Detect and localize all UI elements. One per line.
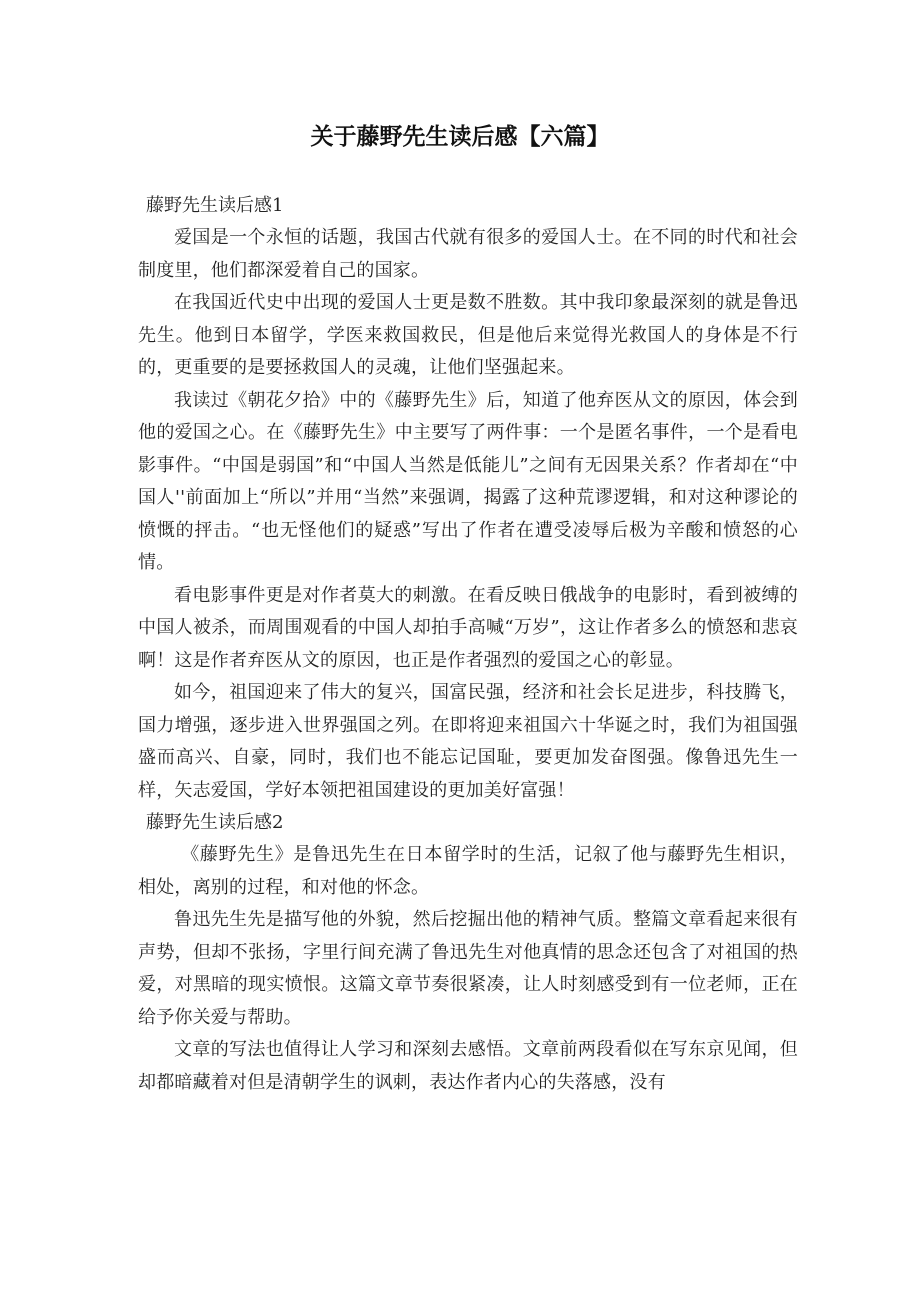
paragraph: 看电影事件更是对作者莫大的刺激。在看反映日俄战争的电影时，看到被缚的中国人被杀，而周围观看的中国人却拍手高喊“万岁”，这让作者多么的愤怒和悲哀啊！这是作者弃医从文的原因，也正是作者强烈的爱国之心的彰显。	[138, 584, 798, 671]
section-heading: 藤野先生读后感1	[146, 195, 284, 216]
document-title: 关于藤野先生读后感【六篇】	[310, 124, 610, 150]
paragraph: 鲁迅先生先是描写他的外貌，然后挖掘出他的精神气质。整篇文章看起来很有声势，但却不张扬，字里行间充满了鲁迅先生对他真情的思念还包含了对祖国的热爱，对黑暗的现实愤恨。这篇文章节奏很紧凑，让人时刻感受到有一位老师，正在给予你关爱与帮助。	[138, 909, 798, 1028]
paragraph: 文章的写法也值得让人学习和深刻去感悟。文章前两段看似在写东京见闻，但却都暗藏着对但是清朝学生的讽刺，表达作者内心的失落感，没有	[138, 1039, 798, 1093]
section-1	[138, 190, 798, 807]
section-heading: 藤野先生读后感2	[146, 812, 284, 833]
paragraph: 如今，祖国迎来了伟大的复兴，国富民强，经济和社会长足进步，科技腾飞，国力增强，逐步进入世界强国之列。在即将迎来祖国六十华诞之时，我们为祖国强盛而高兴、自豪，同时，我们也不能忘记国耻，要更加发奋图强。像鲁迅先生一样，矢志爱国，学好本领把祖国建设的更加美好富强！	[138, 682, 798, 801]
paragraph: 我读过《朝花夕拾》中的《藤野先生》后，知道了他弃医从文的原因，体会到他的爱国之心。在《藤野先生》中主要写了两件事：一个是匿名事件，一个是看电影事件。“中国是弱国”和“中国人当然是低能儿”之间有无因果关系？作者却在“中国人''前面加上“所以”并用“当然”来强调，揭露了这种荒谬逻辑，和对这种谬论的愤慨的抨击。“也无怪他们的疑惑”写出了作者在遭受凌辱后极为辛酸和愤怒的心情。	[138, 389, 798, 573]
paragraph: 《藤野先生》是鲁迅先生在日本留学时的生活，记叙了他与藤野先生相识，相处，离别的过程，和对他的怀念。	[138, 844, 798, 898]
document-body	[138, 190, 798, 1099]
section-2	[138, 807, 798, 1099]
paragraph: 爱国是一个永恒的话题，我国古代就有很多的爱国人士。在不同的时代和社会制度里，他们都深爱着自己的国家。	[138, 227, 798, 281]
paragraph: 在我国近代史中出现的爱国人士更是数不胜数。其中我印象最深刻的就是鲁迅先生。他到日本留学，学医来救国救民，但是他后来觉得光救国人的身体是不行的，更重要的是要拯救国人的灵魂，让他们坚强起来。	[138, 292, 798, 378]
